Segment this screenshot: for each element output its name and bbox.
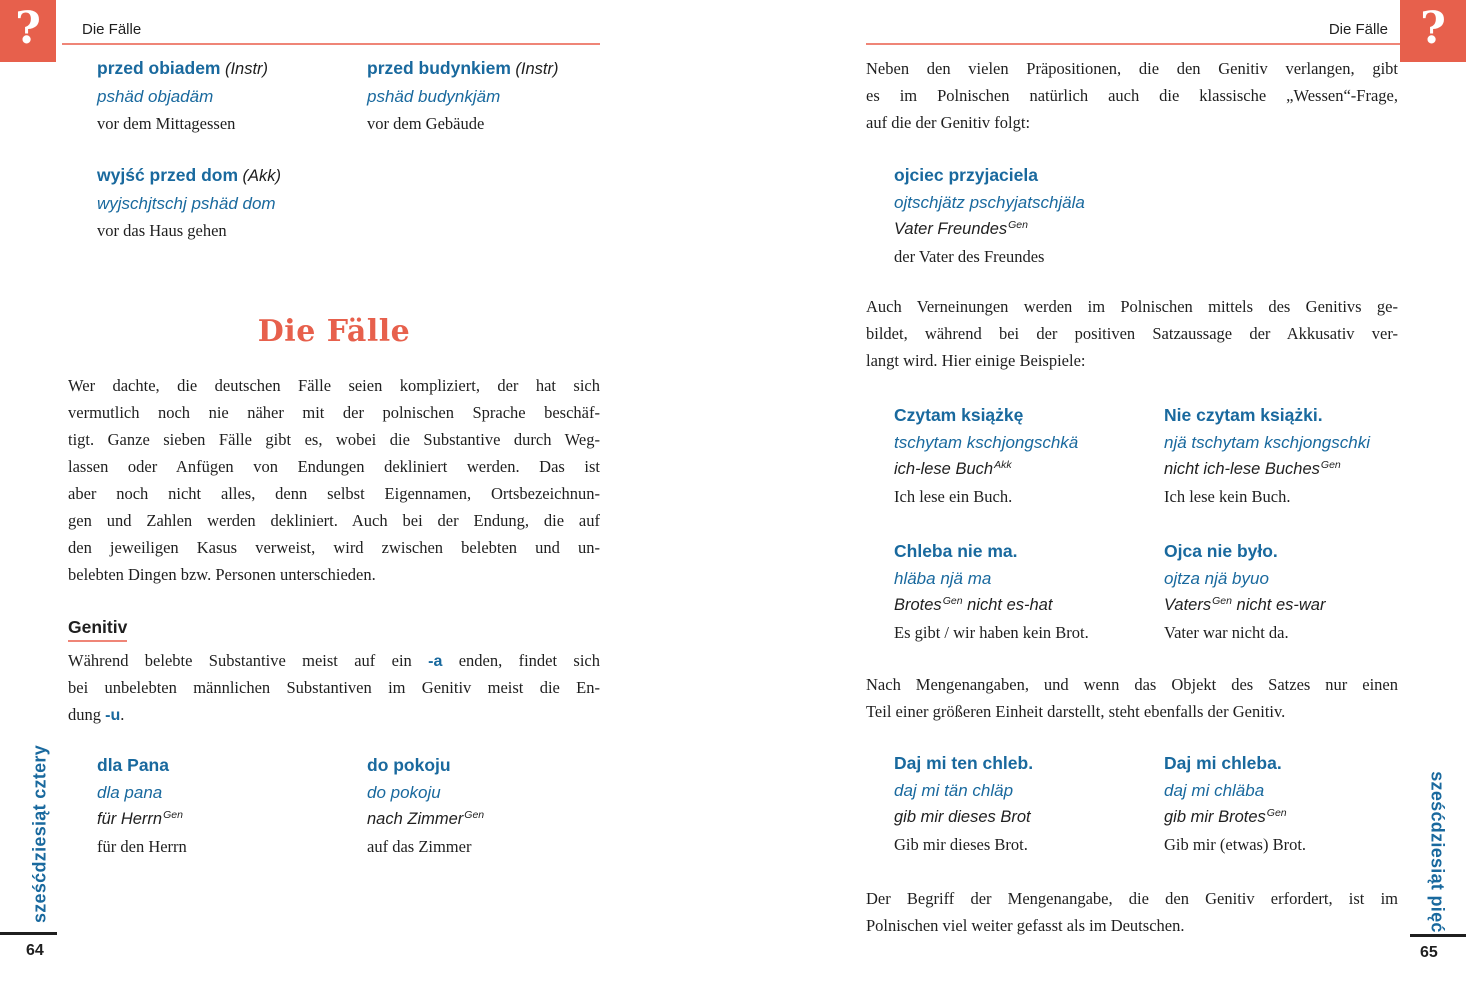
paragraph-line: Während belebte Substantive meist auf ein -a enden, findet sich: [68, 651, 600, 670]
paragraph-line: Neben den vielen Präpositionen, die den Genitiv verlangen, gibt: [866, 59, 1398, 78]
vocab-entry-dla-pana: [97, 752, 187, 860]
case-superscript: Gen: [163, 808, 183, 821]
case-superscript: Akk: [994, 458, 1012, 471]
vocab-polish: Ojca nie było.: [1164, 541, 1278, 561]
corner-question-box-right: [1400, 0, 1466, 62]
vocab-entry-daj-mi-ten-chleb: [894, 750, 1033, 858]
left-page: [68, 0, 600, 1000]
paragraph-line: dung -u.: [68, 705, 125, 724]
case-superscript: Gen: [464, 808, 485, 821]
vocab-entry-przed-budynkiem: [367, 55, 558, 137]
vocab-gloss: gib mir Brotes$^{Gen}$: [1164, 806, 1287, 826]
intro-paragraph: [68, 372, 600, 588]
vocab-entry-czytam-ksiazke: [894, 402, 1078, 510]
vocab-entry-daj-mi-chleba: [1164, 750, 1306, 858]
vocab-case-tag: (Akk): [242, 167, 281, 185]
right-page: [866, 0, 1398, 1000]
page-number-left: 64: [26, 942, 44, 959]
vocab-polish: Nie czytam książki.: [1164, 405, 1323, 425]
paragraph-line: Wer dachte, die deutschen Fälle seien kompliziert, der hat sich: [68, 376, 600, 395]
case-superscript: Gen: [1320, 458, 1341, 471]
ending-u-highlight: -u: [105, 707, 121, 724]
section-heading-genitiv: Genitiv: [68, 617, 127, 642]
running-header-left: Die Fälle: [82, 21, 142, 38]
vocab-pronunciation: dla pana: [97, 783, 163, 802]
case-superscript: Gen: [1266, 806, 1287, 819]
footer-rule-right: [1410, 934, 1466, 937]
vocab-pronunciation: tschytam kschjongschkä: [894, 433, 1079, 452]
vocab-polish: przed obiadem (Instr): [97, 58, 269, 78]
corner-question-box-left: [0, 0, 56, 62]
paragraph-line: es im Polnischen natürlich auch die klassische „Wessen“-Frage,: [866, 86, 1398, 105]
vocab-entry-wyjsc-przed-dom: [97, 162, 281, 244]
case-superscript: Gen: [942, 594, 963, 607]
vocab-german: Vater war nicht da.: [1164, 623, 1289, 642]
paragraph-line: langt wird. Hier einige Beispiele:: [866, 351, 1086, 370]
vocab-german: vor das Haus gehen: [97, 221, 227, 240]
vocab-gloss: für Herrn$^{Gen}$: [97, 808, 183, 828]
mengenangaben-paragraph: [866, 671, 1398, 725]
vocab-entry-nie-czytam-ksiazki: [1164, 402, 1370, 510]
vocab-case-tag: (Instr): [224, 60, 269, 78]
vocab-pronunciation: daj mi tän chläp: [894, 781, 1014, 800]
vocab-pronunciation: njä tschytam kschjongschki: [1164, 433, 1370, 452]
vocab-gloss: Vater Freundes$^{Gen}$: [894, 218, 1028, 238]
vocab-german: Gib mir (etwas) Brot.: [1164, 835, 1307, 854]
side-page-word-left: sześćdziesiąt cztery: [29, 744, 50, 924]
page-number-right: 65: [1420, 944, 1438, 961]
paragraph-line: Der Begriff der Mengenangabe, die den Genitiv erfordert, ist im: [866, 889, 1398, 908]
footer-rule-left: [0, 932, 57, 935]
paragraph-line: belebten Dingen bzw. Personen unterschieden.: [68, 565, 376, 584]
vocab-polish: Czytam książkę: [894, 405, 1024, 425]
vocab-pronunciation: ojtza njä byuo: [1164, 569, 1269, 588]
paragraph-line: bildet, während bei der positiven Satzaussage der Akkusativ ver-: [866, 324, 1398, 343]
vocab-entry-chleba-nie-ma: [894, 538, 1089, 646]
paragraph-line: den jeweiligen Kasus verweist, wird zwischen belebten und un-: [68, 538, 600, 557]
vocab-entry-ojciec-przyjaciela: [894, 162, 1085, 270]
paragraph-line: bei unbelebten männlichen Substantiven im Genitiv meist die En-: [68, 678, 600, 697]
genitiv-wessen-paragraph: [866, 55, 1398, 136]
vocab-pronunciation: ojtschjätz pschyjatschjäla: [894, 193, 1085, 212]
case-superscript: Gen: [1212, 594, 1232, 607]
paragraph-line: Polnischen viel weiter gefasst als im Deutschen.: [866, 916, 1185, 935]
vocab-entry-do-pokoju: [367, 752, 484, 860]
vocab-gloss: ich-lese Buch$^{Akk}$: [894, 458, 1012, 478]
genitiv-paragraph: [68, 647, 600, 728]
vocab-polish: Daj mi ten chleb.: [894, 753, 1034, 773]
begriff-paragraph: [866, 885, 1398, 939]
vocab-german: Gib mir dieses Brot.: [894, 835, 1028, 854]
vocab-german: der Vater des Freundes: [894, 247, 1045, 266]
vocab-pronunciation: pshäd objadäm: [97, 87, 214, 106]
question-mark-icon: ?: [15, 3, 41, 54]
vocab-polish: do pokoju: [367, 755, 451, 775]
vocab-polish: przed budynkiem (Instr): [367, 58, 559, 78]
vocab-entry-ojca-nie-bylo: [1164, 538, 1325, 646]
paragraph-line: vermutlich noch nie näher mit der polnischen Sprache beschäf-: [68, 403, 600, 422]
vocab-case-tag: (Instr): [515, 60, 559, 78]
paragraph-line: tigt. Ganze sieben Fälle gibt es, wobei die Substantive durch Weg-: [68, 430, 600, 449]
vocab-german: Es gibt / wir haben kein Brot.: [894, 623, 1089, 642]
vocab-polish: Chleba nie ma.: [894, 541, 1018, 561]
vocab-polish: wyjść przed dom (Akk): [97, 165, 281, 185]
question-mark-icon: ?: [1420, 3, 1446, 54]
paragraph-line: aber noch nicht alles, denn selbst Eigennamen, Ortsbezeichnun-: [68, 484, 600, 503]
vocab-polish: dla Pana: [97, 755, 169, 775]
vocab-gloss: gib mir dieses Brot: [894, 808, 1031, 826]
vocab-pronunciation: wyjschjtschj pshäd dom: [97, 194, 276, 213]
running-header-right: Die Fälle: [1328, 21, 1388, 38]
vocab-german: vor dem Mittagessen: [97, 114, 236, 133]
vocab-polish: ojciec przyjaciela: [894, 165, 1038, 185]
vocab-german: vor dem Gebäude: [367, 114, 485, 133]
vocab-gloss: nicht ich-lese Buches$^{Gen}$: [1164, 458, 1341, 478]
vocab-pronunciation: pshäd budynkjäm: [367, 87, 501, 106]
chapter-title: Die Fälle: [257, 314, 411, 349]
vocab-german: Ich lese kein Buch.: [1164, 487, 1291, 506]
ending-a-highlight: -a: [428, 653, 443, 670]
side-page-word-right: sześćdziesiąt pięć: [1427, 771, 1448, 933]
vocab-pronunciation: hläba njä ma: [894, 569, 992, 588]
case-superscript: Gen: [1008, 218, 1028, 231]
vocab-german: für den Herrn: [97, 837, 187, 856]
vocab-german: auf das Zimmer: [367, 837, 472, 856]
vocab-pronunciation: do pokoju: [367, 783, 441, 802]
paragraph-line: lassen oder Anfügen von Endungen dekliniert werden. Das ist: [68, 457, 600, 476]
verneinung-paragraph: [866, 293, 1398, 374]
paragraph-line: Auch Verneinungen werden im Polnischen mittels des Genitivs ge-: [866, 297, 1398, 316]
paragraph-line: auf die der Genitiv folgt:: [866, 113, 1031, 132]
vocab-polish: Daj mi chleba.: [1164, 753, 1282, 773]
vocab-gloss: nach Zimmer$^{Gen}$: [367, 808, 485, 828]
vocab-pronunciation: daj mi chläba: [1164, 781, 1265, 800]
vocab-entry-przed-obiadem: [97, 55, 268, 137]
paragraph-line: Nach Mengenangaben, und wenn das Objekt des Satzes nur einen: [866, 675, 1398, 694]
vocab-gloss: Vaters$^{Gen}$ nicht es-war: [1164, 594, 1326, 614]
paragraph-line: Teil einer größeren Einheit darstellt, steht ebenfalls der Genitiv.: [866, 702, 1286, 721]
paragraph-line: gen und Zahlen werden dekliniert. Auch bei der Endung, die auf: [68, 511, 600, 530]
vocab-german: Ich lese ein Buch.: [894, 487, 1013, 506]
vocab-gloss: Brotes$^{Gen}$ nicht es-hat: [894, 594, 1053, 614]
